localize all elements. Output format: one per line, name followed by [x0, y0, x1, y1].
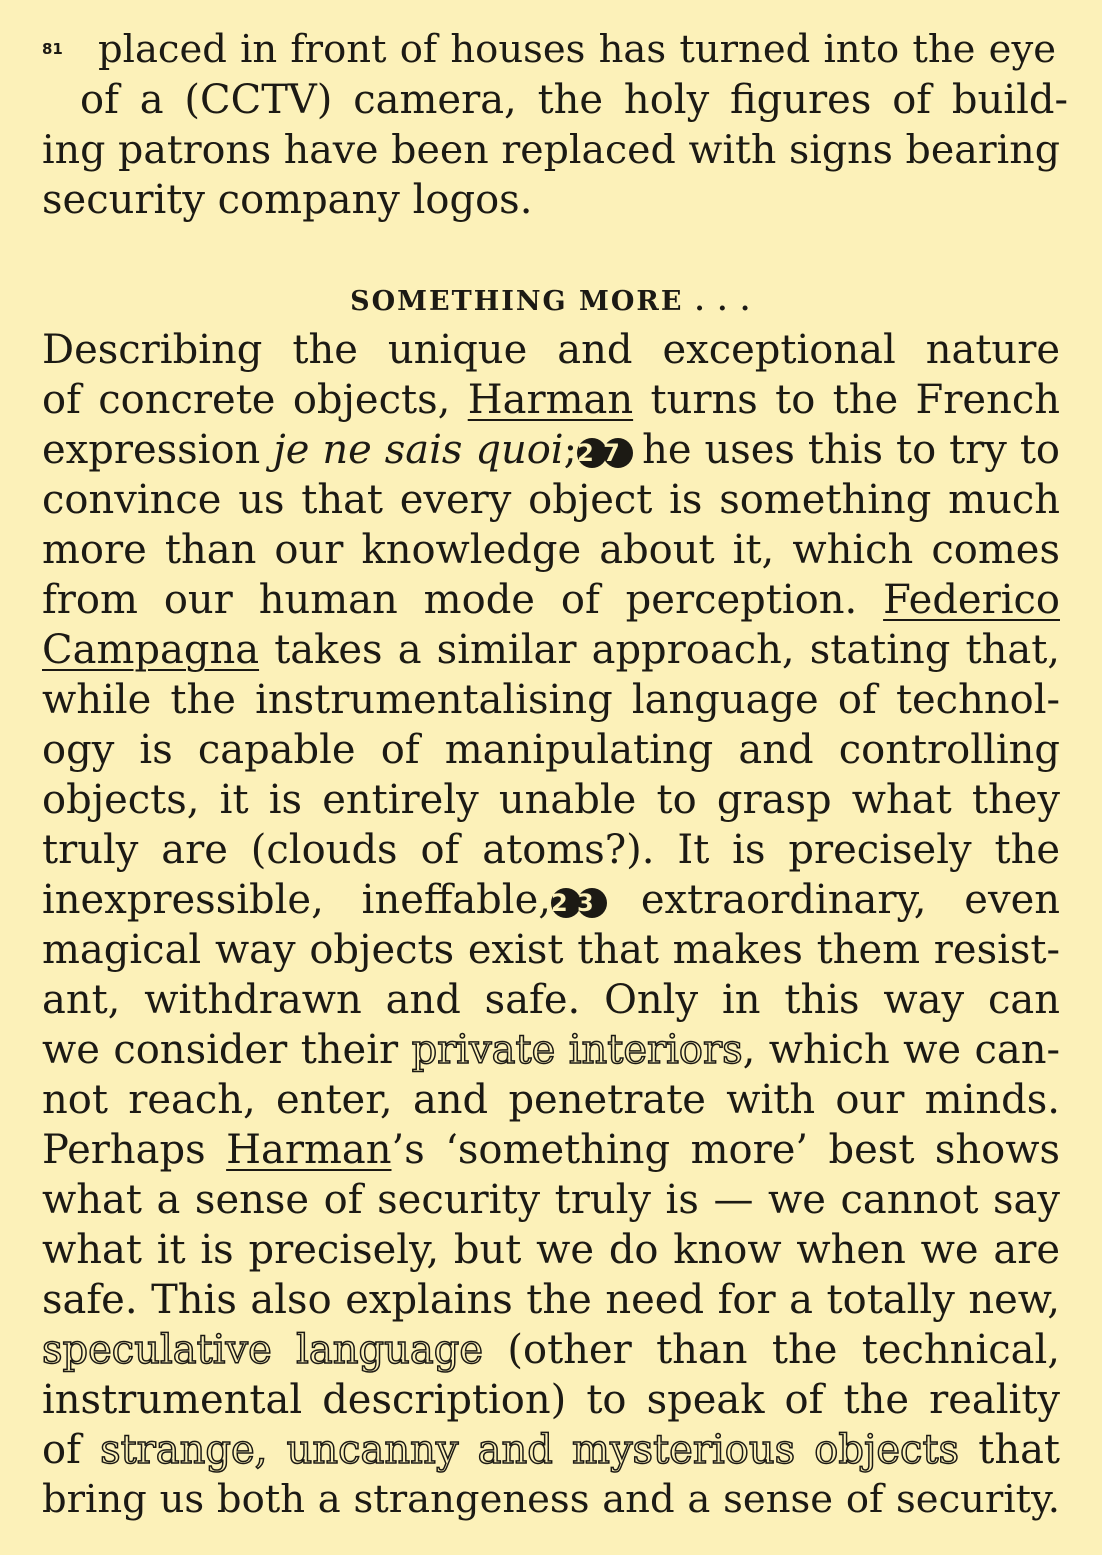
- text-span: takes a similar approach, stating that,: [274, 627, 1061, 673]
- text-line: [42, 925, 1060, 975]
- text-line: [42, 575, 1060, 625]
- reference-badge[interactable]: 2: [551, 888, 581, 918]
- text-line: [42, 525, 1060, 575]
- text-line: [42, 625, 1060, 675]
- text-span: extraordinary, even: [640, 877, 1061, 923]
- text-line: [42, 1325, 1060, 1375]
- reference-badge[interactable]: 3: [577, 888, 607, 918]
- text-line: [42, 1175, 1060, 1225]
- text-span: safe. This also explains the need for a totally new,: [42, 1277, 1060, 1323]
- punctuation: ;: [563, 427, 578, 473]
- text-span: of a (CCTV) camera, the holy figures of build-: [80, 77, 1068, 123]
- text-span: what a sense of security truly is — we cannot say: [42, 1177, 1060, 1223]
- text-span: ant, withdrawn and safe. Only in this way can: [42, 977, 1060, 1023]
- italic-phrase: je ne sais quoi: [273, 427, 564, 473]
- text-line: [42, 725, 1060, 775]
- text-line: [42, 1275, 1060, 1325]
- text-line: [42, 975, 1060, 1025]
- text-span: convince us that every object is something much: [42, 477, 1060, 523]
- author-link-campagna[interactable]: Campagna: [42, 627, 260, 673]
- text-span: we consider their: [42, 1027, 399, 1073]
- text-span: security company logos.: [42, 177, 533, 223]
- text-span: of concrete objects,: [42, 377, 451, 423]
- glossary-link-strange-objects[interactable]: strange, uncanny and mysterious objects: [100, 1427, 960, 1473]
- text-span: objects, it is entirely unable to grasp what they: [42, 777, 1060, 823]
- text-span: (other than the technical,: [507, 1327, 1060, 1373]
- text-line: [42, 1375, 1060, 1425]
- text-span: what it is precisely, but we do know when we are: [42, 1227, 1060, 1273]
- author-link-harman[interactable]: Harman: [226, 1127, 392, 1173]
- text-line: [42, 775, 1060, 825]
- author-link-harman[interactable]: Harman: [467, 377, 634, 423]
- text-line: [42, 1075, 1060, 1125]
- text-line: [42, 475, 1060, 525]
- text-span: Perhaps: [42, 1127, 206, 1173]
- text-span: he uses this to try to: [642, 427, 1061, 473]
- text-span: [226, 1127, 1060, 1173]
- text-line: [42, 325, 1060, 375]
- text-line: [42, 1025, 1060, 1075]
- text-span: not reach, enter, and penetrate with our minds.: [42, 1077, 1060, 1123]
- text-span: bring us both a strangeness and a sense of security.: [42, 1477, 1060, 1522]
- text-span: placed in front of houses has turned into the eye: [98, 27, 1056, 72]
- text-line: [42, 175, 1060, 225]
- text-span: expression: [42, 427, 261, 473]
- text-line: [80, 75, 1068, 125]
- text-span: Describing the unique and exceptional nature: [42, 327, 1060, 373]
- author-link-campagna[interactable]: Federico: [883, 577, 1060, 623]
- text-span: that: [978, 1427, 1061, 1473]
- text-span: magical way objects exist that makes them resist-: [42, 927, 1060, 973]
- glossary-link-private-interiors[interactable]: private interiors: [411, 1027, 743, 1073]
- text-line: [42, 375, 1060, 425]
- text-span: of: [42, 1427, 81, 1473]
- text-span: truly are (clouds of atoms?). It is precisely the: [42, 827, 1060, 873]
- text-span: ogy is capable of manipulating and controlling: [42, 727, 1060, 773]
- glossary-link-speculative-language[interactable]: speculative language: [42, 1327, 484, 1373]
- text-span: , which we can-: [742, 1027, 1060, 1073]
- text-span: turns to the French: [650, 377, 1061, 423]
- text-line: [42, 125, 1060, 175]
- text-line: [42, 1125, 1060, 1175]
- text-span: inexpressible, ineffable,: [42, 877, 551, 923]
- reference-badge[interactable]: 7: [603, 438, 633, 468]
- text-span: ’s ‘something more’ best shows: [391, 1127, 1060, 1173]
- text-span: [273, 427, 629, 473]
- text-line: [42, 1225, 1060, 1275]
- text-span: [412, 1027, 1060, 1073]
- text-line: [98, 25, 1056, 75]
- text-line: [42, 1475, 1060, 1525]
- text-span: from our human mode of perception.: [42, 577, 858, 623]
- reference-badge[interactable]: 2: [577, 438, 607, 468]
- text-span: [42, 877, 603, 923]
- section-heading: SOMETHING MORE . . .: [350, 286, 752, 317]
- text-span: while the instrumentalising language of technol-: [42, 677, 1060, 723]
- text-span: instrumental description) to speak of the reality: [42, 1377, 1060, 1423]
- text-line: [42, 425, 1060, 475]
- page-number: 81: [42, 40, 63, 58]
- text-span: more than our knowledge about it, which comes: [42, 527, 1060, 573]
- text-line: [42, 675, 1060, 725]
- text-line: [42, 1425, 1060, 1475]
- text-line: [42, 825, 1060, 875]
- text-span: ing patrons have been replaced with signs bearing: [42, 127, 1060, 173]
- text-line: [42, 875, 1060, 925]
